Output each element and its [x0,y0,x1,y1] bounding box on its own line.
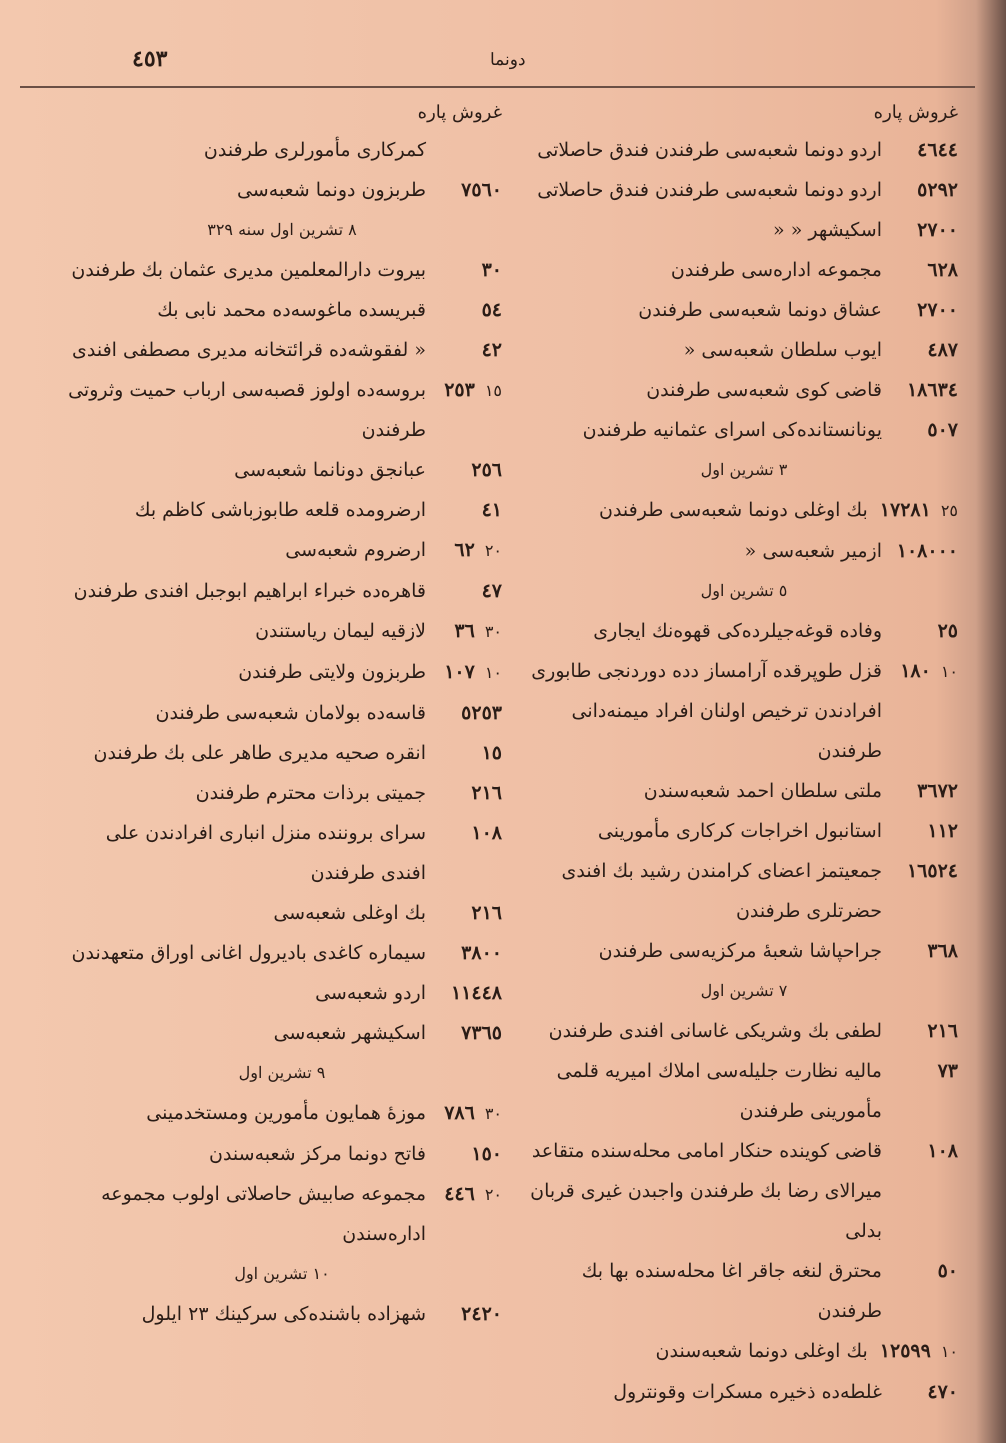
entry-description: قزل طوپرقده آرامساز دده دوردنجی طابوری افرادندن ترخیص اولنان افراد میمنه‌دانی طرفندن [531,660,882,762]
entry-description: فاتح دونما مرکز شعبه‌سندن [208,1143,426,1165]
entry-amount [426,571,502,611]
entry-para: ٢٠ [484,1185,502,1204]
entry-description: اردو شعبه‌سی [315,982,426,1004]
entry-amount [882,330,958,370]
entry-kurush: ٥٠ [937,1260,958,1282]
entry-description: قاهره‌ده خبراء ابراهیم ابوجبل افندی طرفندن [73,580,426,602]
entry-kurush: ٢٥ [937,620,958,642]
entry-para: ٣٠ [484,1104,502,1123]
entry-kurush: ٢٧٠٠ [917,219,958,241]
ledger-entry [62,693,502,733]
entry-kurush: ٤٧ [481,580,502,602]
entry-kurush: ٣٦٧٢ [917,780,958,802]
entry-kurush: ٣٦٨ [927,940,958,962]
entry-kurush: ٣٨٠٠ [461,942,502,964]
entry-amount [882,1051,958,1091]
entry-kurush: ٢١٦ [471,782,502,804]
entry-amount [882,1131,958,1171]
ledger-entry [530,1131,958,1251]
entry-kurush: ٦٢٨ [927,259,958,281]
entry-kurush: ١٠٧ [444,661,475,683]
entry-description: بك اوغلی دونما شعبه‌سی طرفندن [598,499,868,521]
date-heading: ٩ تشرین اول [238,1063,326,1082]
date-heading: ٨ تشرین اول سنه ٣٢٩ [207,220,357,239]
entry-para: ١٠ [940,662,958,681]
entry-continuation: کمرکاری مأمورلری طرفندن [203,139,426,161]
running-title: دونما [490,50,526,70]
entry-kurush: ٢٥٣ [444,379,475,401]
entry-amount [426,1093,502,1134]
entry-description: قبریسده ماغوسه‌ده محمد نابی بك [157,299,426,321]
ledger-entry [62,773,502,813]
ledger-entry [62,330,502,370]
entry-kurush: ٧٣٦٥ [461,1022,502,1044]
entry-kurush: ٦٢ [454,539,475,561]
ledger-entry [62,1174,502,1254]
entry-description: اسکیشهر شعبه‌سی [273,1022,426,1044]
entry-amount [882,811,958,851]
date-heading: ١٠ تشرین اول [234,1264,330,1283]
ledger-entry [530,851,958,931]
entry-amount [882,410,958,450]
ledger-entry [62,170,502,210]
entry-description: اردو دونما شعبه‌سی طرفندن فندق حاصلاتی [537,139,882,161]
ledger-entry [530,250,958,290]
entry-kurush: ١٧٢٨١ [879,499,931,521]
date-heading: ٣ تشرین اول [700,460,788,479]
entry-amount [882,210,958,250]
entry-description: محترق لنغه جاقر اغا محله‌سنده بها بك طرفندن [581,1260,882,1322]
entry-kurush: ١٢٥٩٩ [879,1340,931,1362]
entry-amount [882,1011,958,1051]
ledger-entry [62,893,502,933]
entry-amount [882,130,958,170]
page-number: ٤٥٣ [132,46,168,72]
entry-description: طربزون ولایتی طرفندن [238,661,426,683]
entry-amount [882,170,958,210]
ledger-entry [62,571,502,611]
entry-amount [882,290,958,330]
ledger-entry [530,290,958,330]
entry-amount [882,931,958,971]
entry-amount [426,330,502,370]
entry-kurush: ١٥ [481,742,502,764]
entry-description: عبانجق دونانما شعبه‌سی [234,459,426,481]
entry-amount [426,693,502,733]
ledger-entry [530,210,958,250]
entry-para: ١٠ [940,1342,958,1361]
entry-kurush: ٣٠ [481,259,502,281]
ledger-entry [62,490,502,530]
entry-kurush: ١٠٨ [927,1140,958,1162]
entry-amount [882,651,958,692]
entry-description: وفاده قوغه‌جیلرده‌کی قهوه‌نك ایجاری [593,620,882,642]
entry-kurush: ٥٢٥٣ [461,702,502,724]
entry-description: ارضروم شعبه‌سی [285,539,426,561]
ledger-entry [62,1294,502,1334]
ledger-entry [530,931,958,971]
entry-kurush: ٢١٦ [927,1020,958,1042]
entry-amount [882,771,958,811]
page-header [20,36,975,88]
ledger-entry [62,530,502,571]
entry-amount [426,450,502,490]
entry-kurush: ١١٤٤٨ [450,982,502,1004]
entry-amount [426,490,502,530]
right-column [530,96,958,1412]
ledger-entry [530,651,958,771]
entry-amount [426,530,502,571]
entry-amount [426,733,502,773]
date-heading: ٧ تشرین اول [700,981,788,1000]
right-entries [530,130,958,1412]
entry-amount [426,973,502,1013]
entry-kurush: ٥٢٩٢ [917,179,958,201]
entry-para: ١٥ [484,381,502,400]
entry-description: موزۀ همایون مأمورین ومستخدمینی [146,1102,426,1124]
entry-amount [426,893,502,933]
entry-description: انقره صحیه مدیری طاهر علی بك طرفندن [93,742,426,764]
ledger-entry [530,130,958,170]
entry-description: بروسه‌ده اولوز قصبه‌سی ارباب حمیت وثروتی طرفندن [68,379,426,441]
entry-kurush: ٤٦٤٤ [917,139,958,161]
entry-amount [882,1251,958,1291]
entry-description: سیماره کاغدی بادیرول اغانی اوراق متعهدندن [71,942,426,964]
entry-description: قاضی کوینده حنکار امامی محله‌سنده متقاعد میرالای رضا بك طرفندن واجبدن غیری قربان بدلی [530,1140,882,1242]
entry-amount [882,851,958,891]
entry-kurush: ٤٨٧ [927,339,958,361]
entry-amount [426,250,502,290]
ledger-entry [530,330,958,370]
ledger-entry [530,490,958,531]
entry-description: قاضی کوی شعبه‌سی طرفندن [646,379,882,401]
entry-amount [426,813,502,853]
entry-kurush: ٧٨٦ [444,1102,475,1124]
entry-para: ١٠ [484,663,502,682]
entry-amount [426,170,502,210]
ledger-entry [530,1251,958,1331]
ledger-entry [62,1093,502,1134]
entry-description: شهزاده باشنده‌کی سرکینك ٢٣ ایلول [141,1303,426,1325]
entry-amount [426,933,502,973]
entry-description: اردو دونما شعبه‌سی طرفندن فندق حاصلاتی [537,179,882,201]
column-header-left: غروش پاره [417,102,502,123]
ledger-entry [530,611,958,651]
entry-kurush: ١٨٠ [900,660,931,682]
ledger-entry [62,250,502,290]
entry-kurush: ٤٧٠ [927,1381,958,1403]
entry-description: جمیتی برذات محترم طرفندن [195,782,426,804]
entry-description: بیروت دارالمعلمین مدیری عثمان بك طرفندن [71,259,426,281]
entry-description: طربزون دونما شعبه‌سی [236,179,426,201]
entry-kurush: ٢٥٦ [471,459,502,481]
entry-amount [426,611,502,652]
entry-amount [426,773,502,813]
entry-kurush: ١٥٠ [471,1143,502,1165]
ledger-entry [62,813,502,893]
left-entries [62,130,502,1334]
ledger-entry [530,811,958,851]
entry-kurush: ١١٢ [927,820,958,842]
ledger-entry [530,1331,958,1372]
ledger-entry [530,531,958,571]
entry-kurush: ٥٠٧ [927,419,958,441]
entry-amount [882,611,958,651]
entry-description: ازمیر شعبه‌سی « [744,540,882,562]
entry-kurush: ٣٦ [454,620,475,642]
ledger-entry [530,410,958,450]
entry-description: استانبول اخراجات کرکاری مأمورینی [597,820,882,842]
ledger-entry [62,1013,502,1053]
entry-amount [426,1013,502,1053]
entry-kurush: ١٨٦٣٤ [906,379,958,401]
entry-description: بك اوغلی شعبه‌سی [273,902,426,924]
left-column [62,96,502,1334]
entry-amount [882,1372,958,1412]
ledger-entry [530,1051,958,1131]
entry-kurush: ١٦٥٢٤ [906,860,958,882]
entry-amount [882,370,958,410]
entry-description: جمعیتمز اعضای کرامندن رشید بك افندی حضرتلری طرفندن [561,860,882,922]
entry-amount [882,531,958,571]
entry-description: اسکیشهر « « [773,219,882,241]
entry-amount [882,250,958,290]
entry-kurush: ٧٣ [937,1060,958,1082]
ledger-entry [62,290,502,330]
ledger-entry [62,370,502,450]
ledger-entry [62,652,502,693]
entry-description: مجموعه صابیش حاصلاتی اولوب مجموعه اداره‌سندن [101,1183,426,1245]
ledger-entry [530,1372,958,1412]
entry-kurush: ١٠٨٠٠٠ [896,540,958,562]
column-header-right: غروش پاره [873,102,958,123]
ledger-entry [530,771,958,811]
ledger-entry [530,1011,958,1051]
entry-description: « لفقوشه‌ده قرائتخانه مدیری مصطفی افندی [72,339,426,361]
entry-description: مالیه نظارت جلیله‌سی املاك امیریه قلمی مأمورینی طرفندن [556,1060,882,1122]
entry-amount [426,1174,502,1215]
entry-description: یونانستانده‌کی اسرای عثمانیه طرفندن [582,419,882,441]
entry-kurush: ٢٤٢٠ [461,1303,502,1325]
entry-description: ارضرومده قلعه طابوزباشی کاظم بك [134,499,426,521]
entry-description: بك اوغلی دونما شعبه‌سندن [655,1340,868,1362]
entry-amount [426,1134,502,1174]
ledger-entry [62,450,502,490]
ledger-entry [530,170,958,210]
ledger-entry [62,1134,502,1174]
entry-description: عشاق دونما شعبه‌سی طرفندن [638,299,882,321]
ledger-entry [62,933,502,973]
entry-kurush: ٢١٦ [471,902,502,924]
entry-amount [868,1331,958,1372]
entry-kurush: ١٠٨ [471,822,502,844]
ledger-entry [62,733,502,773]
entry-amount [426,652,502,693]
entry-description: ملتی سلطان احمد شعبه‌سندن [643,780,882,802]
entry-para: ٣٠ [484,622,502,641]
entry-kurush: ٥٤ [481,299,502,321]
entry-kurush: ٤١ [481,499,502,521]
entry-amount [868,490,958,531]
entry-description: مجموعه اداره‌سی طرفندن [670,259,882,281]
entry-description: جراحپاشا شعبۀ مرکزیه‌سی طرفندن [598,940,882,962]
entry-kurush: ٧٥٦٠ [461,179,502,201]
date-heading: ٥ تشرین اول [700,581,788,600]
entry-kurush: ٤٤٦ [444,1183,475,1205]
ledger-entry [530,370,958,410]
entry-kurush: ٤٢ [481,339,502,361]
entry-description: لطفی بك وشریکی غاسانی افندی طرفندن [548,1020,882,1042]
entry-amount [426,370,502,411]
entry-para: ٢٠ [484,541,502,560]
entry-description: لازقیه لیمان ریاستندن [255,620,426,642]
entry-description: قاسه‌ده بولامان شعبه‌سی طرفندن [155,702,426,724]
entry-para: ٢٥ [940,501,958,520]
ledger-entry [62,973,502,1013]
entry-description: سرای بروننده منزل انباری افرادندن علی افندی طرفندن [105,822,426,884]
entry-kurush: ٢٧٠٠ [917,299,958,321]
ledger-entry [62,611,502,652]
entry-amount [426,1294,502,1334]
entry-description: ایوب سلطان شعبه‌سی « [683,339,882,361]
entry-amount [426,290,502,330]
entry-description: غلطه‌ده ذخیره مسکرات وقونترول [613,1381,882,1403]
